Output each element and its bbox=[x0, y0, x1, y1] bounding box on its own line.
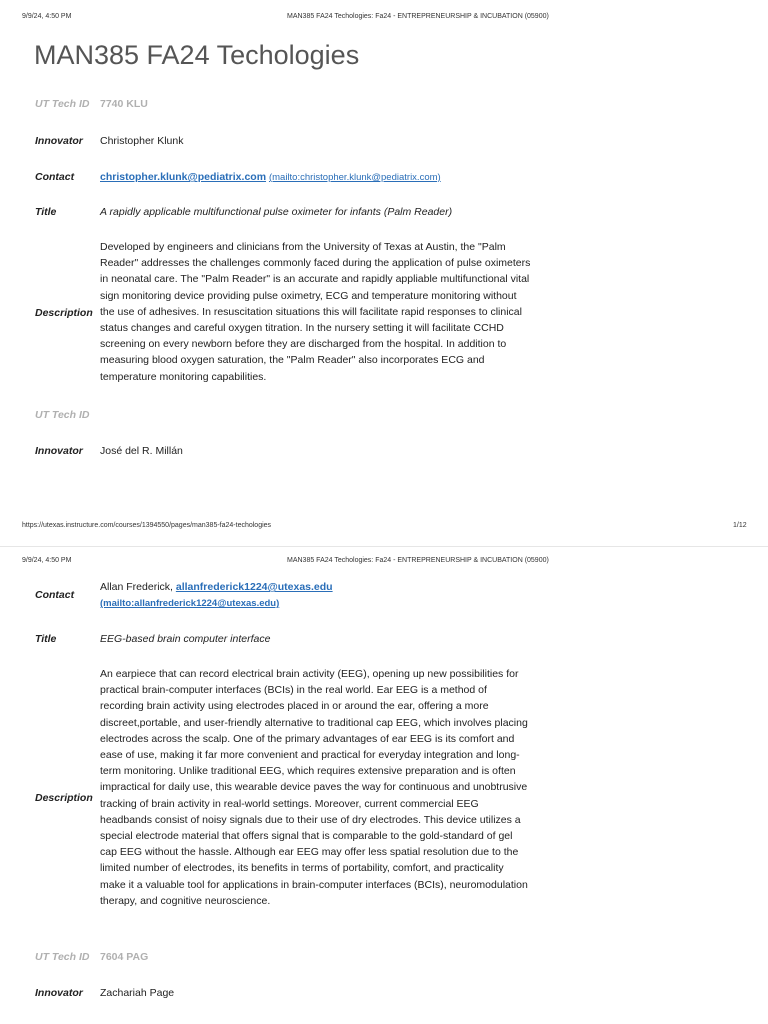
contact-mailto-link[interactable]: (mailto:allanfrederick1224@utexas.edu) bbox=[100, 598, 280, 610]
contact-label: Contact bbox=[35, 589, 75, 601]
contact-email-link[interactable]: christopher.klunk@pediatrix.com bbox=[100, 171, 267, 183]
innovator-value: Zachariah Page bbox=[100, 987, 175, 999]
ut-tech-id-value: 7740 KLU bbox=[100, 98, 148, 110]
contact-name: Allan Frederick, bbox=[100, 581, 176, 593]
contact-label: Contact bbox=[35, 171, 75, 183]
description-label: Description bbox=[35, 792, 93, 804]
title-value: A rapidly applicable multifunctional pulse oximeter for infants (Palm Reader) bbox=[100, 206, 453, 218]
description-value: Developed by engineers and clinicians from the University of Texas at Austin, the "Palm Reader" addresses the challenges commonly faced during the application of pulse oximeters in neonatal care. The "Palm Reader" is an accurate and rapidly appliable multifunctional vital sign monitoring device providing pulse oximetry, ECG and temperature monitoring without the use of adhesives. In resuscitation situations this will facilitate rapid responses to clinical status changes and careful oxygen titration. In the nursery setting it will facilitate CCHD screening on every newborn before they are discharged from the hospital. In addition to measuring blood oxygen saturation, the "Palm Reader" also incorporates ECG and temperature monitoring capabilities. bbox=[100, 241, 531, 383]
title-value: EEG-based brain computer interface bbox=[100, 633, 271, 645]
print-page-number: 1/12 bbox=[733, 522, 747, 529]
print-course-title: MAN385 FA24 Techologies: Fa24 - ENTREPRENEURSHIP & INCUBATION (05900) bbox=[287, 557, 549, 564]
page-break bbox=[0, 546, 768, 547]
print-datetime: 9/9/24, 4:50 PM bbox=[22, 13, 72, 20]
description-value: An earpiece that can record electrical brain activity (EEG), opening up new possibilities for practical brain-computer interfaces (BCIs) in the real world. Ear EEG is a method of recording brain activity using electrodes placed in or around the ear, offering a more discreet,portable, and user-friendly alternative to traditional cap EEG, which involves placing electrodes across the scalp. One of the primary advantages of ear EEG is its comfort and ease of use, making it far more convenient and practical for everyday integration and long-term monitoring. Unlike traditional EEG, which requires extensive preparation and is often impractical for daily use, this wearable device paves the way for continuous and unobtrusive tracking of brain activity in real-world settings. Moreover, current commercial EEG headbands consist of noisy signals due to their use of dry electrodes. This device utilizes a special electrode material that offers signal that is comparable to the gold-standard of gel cap EEG without the hassle. Although ear EEG may offer less spatial resolution due to the limited number of electrodes, its benefits in terms of portability, comfort, and practicality make it a valuable tool for applications in brain-computer interfaces (BCIs), neuromodulation therapy, and cognitive neuroscience. bbox=[100, 668, 528, 907]
innovator-label: Innovator bbox=[35, 445, 83, 457]
innovator-label: Innovator bbox=[35, 135, 83, 147]
contact-email-link[interactable]: allanfrederick1224@utexas.edu bbox=[175, 581, 333, 593]
innovator-label: Innovator bbox=[35, 987, 83, 999]
ut-tech-id-value: 7604 PAG bbox=[100, 951, 149, 963]
contact-mailto-link[interactable]: (mailto:christopher.klunk@pediatrix.com) bbox=[268, 172, 441, 183]
ut-tech-id-label: UT Tech ID bbox=[35, 951, 90, 963]
title-label: Title bbox=[35, 633, 57, 645]
description-label: Description bbox=[35, 307, 93, 319]
print-datetime: 9/9/24, 4:50 PM bbox=[22, 557, 72, 564]
print-course-title: MAN385 FA24 Techologies: Fa24 - ENTREPRENEURSHIP & INCUBATION (05900) bbox=[287, 13, 549, 20]
innovator-value: José del R. Millán bbox=[100, 445, 183, 457]
print-url: https://utexas.instructure.com/courses/1394550/pages/man385-fa24-techologies bbox=[22, 522, 272, 529]
title-label: Title bbox=[35, 206, 57, 218]
contact-value bbox=[100, 579, 532, 612]
ut-tech-id-label: UT Tech ID bbox=[35, 409, 90, 421]
ut-tech-id-label: UT Tech ID bbox=[35, 98, 90, 110]
contact-value bbox=[100, 169, 532, 186]
innovator-value: Christopher Klunk bbox=[100, 135, 184, 147]
page-title: MAN385 FA24 Techologies bbox=[34, 40, 360, 70]
